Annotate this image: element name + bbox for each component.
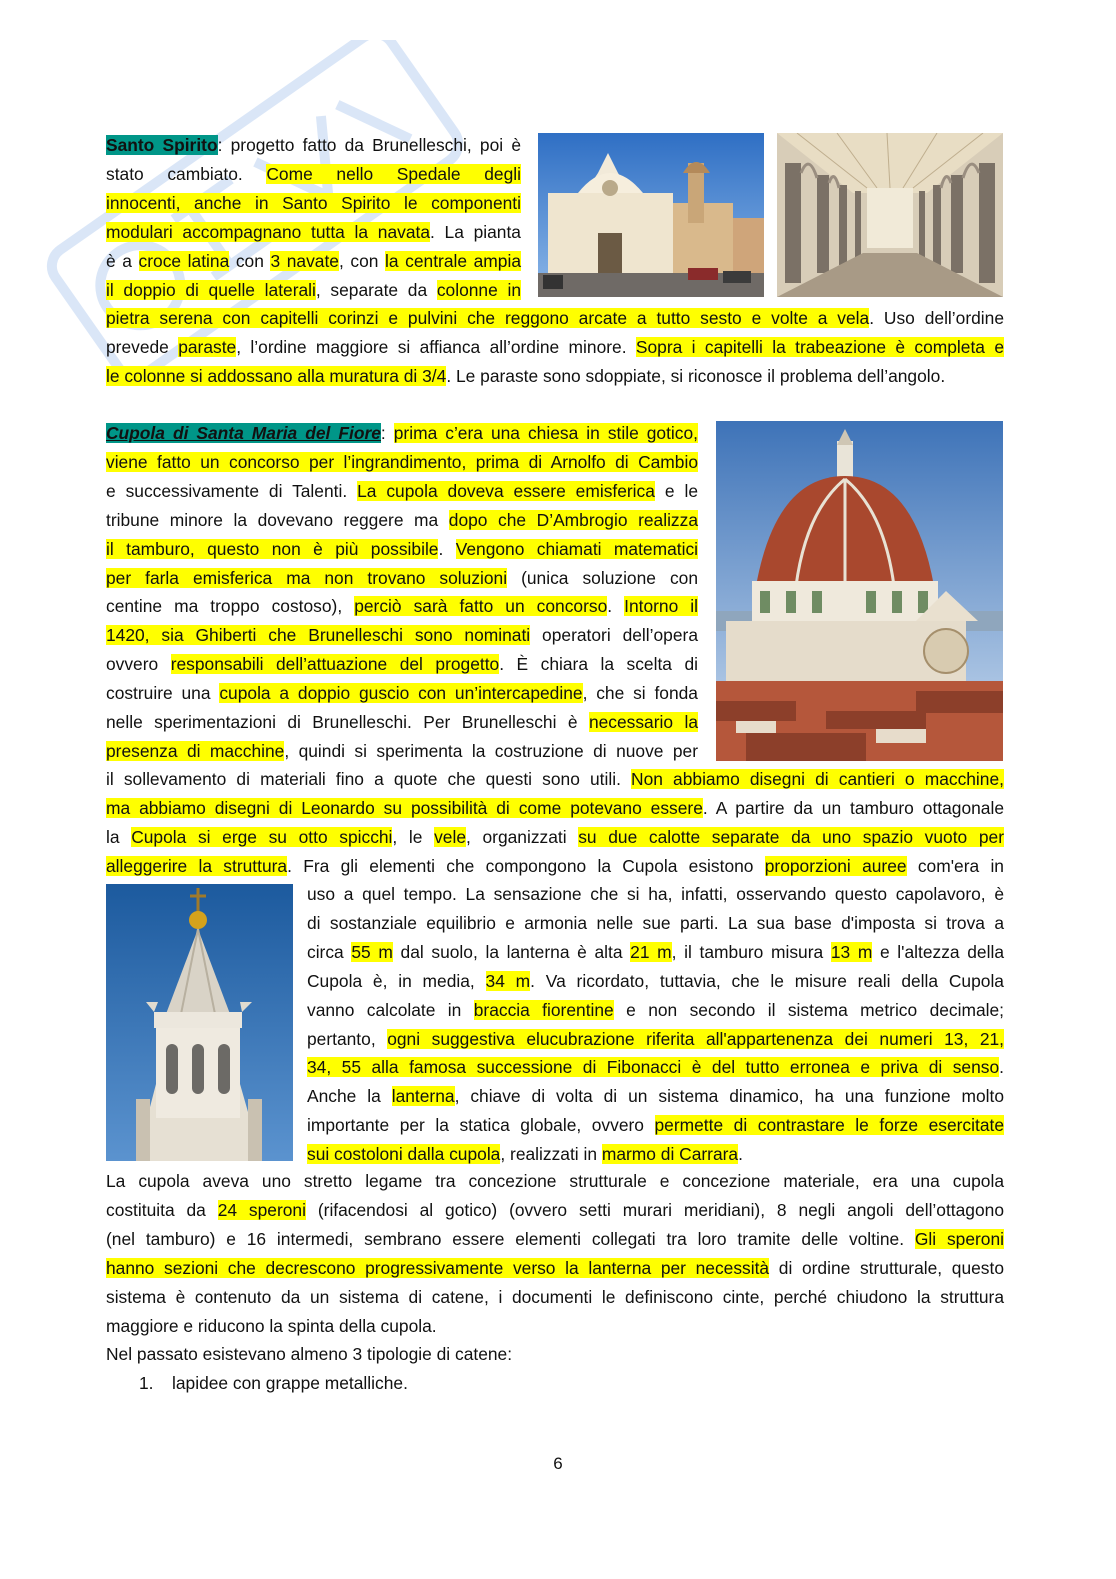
- section-cupola-wide: il sollevamento di materiali fino a quote che questi sono utili. Non abbiamo disegni di cantieri o macchine, ma abbiamo disegni di Leonardo su possibilità di come potevano essere. A partire da un tamburo ottagonale la Cupola si erge su otto spicchi, le vele, organizzati su due calotte separate da uno spazio vuoto per alleggerire la struttura. Fra gli elementi che compongono la Cupola esistono proporzioni auree com'era in: [106, 769, 1005, 876]
- duomo-cupola-image: [716, 421, 1003, 761]
- section-speroni-text: La cupola aveva uno stretto legame tra concezione strutturale e concezione materiale, era una cupola costituita da 24 speroni (rifacendosi al gotico) (ovvero setti murari meridiani), 8 negli angoli dell’ottagono (nel tamburo) e 16 intermedi, sembrano essere elementi collegati tra loro tramite delle voltine. Gli speroni hanno sezioni che decrescono progressivamente verso la lanterna per necessità di ordine strutturale, questo sistema è contenuto da un sistema di catene, i documenti le definiscono cinte, perché chiudono la struttura maggiore e riducono la spinta della cupola. Nel passato esistevano almeno 3 tipologie di catene: 1. lapidee con grappe metalliche.: [106, 1167, 1004, 1398]
- heading-cupola: Cupola di Santa Maria del Fiore: [106, 423, 381, 443]
- section-cupola-narrow: Cupola di Santa Maria del Fiore: prima c’era una chiesa in stile gotico, viene fatto un concorso per l’ingrandimento, prima di Arnolfo di Cambio e successivamente di Talenti. La cupola doveva essere emisferica e le tribune minore la dovevano reggere ma dopo che D’Ambrogio realizza il tamburo, questo non è più possibile. Vengono chiamati matematici per farla emisferica ma non trovano soluzioni (unica soluzione con centine ma troppo costoso), perciò sarà fatto un concorso. Intorno il 1420, sia Ghiberti che Brunelleschi sono nominati operatori dell’opera ovvero responsabili dell’attuazione del progetto. È chiara la scelta di costruire una cupola a doppio guscio con un’intercapedine, che si fonda nelle sperimentazioni di Brunelleschi. Per Brunelleschi è necessario la presenza di macchine, quindi si sperimenta la costruzione di nuove per: [106, 423, 699, 761]
- list-item: 1. lapidee con grappe metalliche.: [139, 1373, 408, 1394]
- lanterna-image: [106, 884, 293, 1161]
- page-number: 6: [553, 1454, 563, 1473]
- heading-santo-spirito: Santo Spirito: [106, 135, 218, 155]
- section-santo-spirito-wide: pietra serena con capitelli corinzi e pulvini che reggono arcate a tutto sesto e volte a vela. Uso dell’ordine prevede paraste, l’ordine maggiore si affianca all’ordine minore. Sopra i capitelli la trabeazione è completa e le colonne si addossano alla muratura di 3/4. Le paraste sono sdoppiate, si riconosce il problema dell’angolo.: [106, 308, 1005, 386]
- section-lanterna-text: uso a quel tempo. La sensazione che si ha, infatti, osservando questo capolavoro, è di sostanziale equilibrio e armonia nelle sue parti. La sua base d'imposta si trova a circa 55 m dal suolo, la lanterna è alta 21 m, il tamburo misura 13 m e l'altezza della Cupola è, in media, 34 m. Va ricordato, tuttavia, che le misure reali della Cupola vanno calcolate in braccia fiorentine e non secondo il sistema metrico decimale; pertanto, ogni suggestiva elucubrazione riferita all'appartenenza dei numeri 13, 21, 34, 55 alla famosa successione di Fibonacci è del tutto erronea e priva di senso. Anche la lanterna, chiave di volta di un sistema dinamico, ha una funzione molto importante per la statica globale, ovvero permette di contrastare le forze esercitate sui costoloni dalla cupola, realizzati in marmo di Carrara.: [307, 884, 1004, 1165]
- santo-spirito-facade-image: [538, 133, 764, 297]
- santo-spirito-interior-image: [777, 133, 1003, 297]
- section-santo-spirito-narrow: Santo Spirito: progetto fatto da Brunelleschi, poi è stato cambiato. Come nello Spedale degli innocenti, anche in Santo Spirito le componenti modulari accompagnano tutta la navata. La pianta è a croce latina con 3 navate, con la centrale ampia il doppio di quelle laterali, separate da colonne in: [106, 135, 521, 300]
- catene-list: [106, 1369, 1004, 1398]
